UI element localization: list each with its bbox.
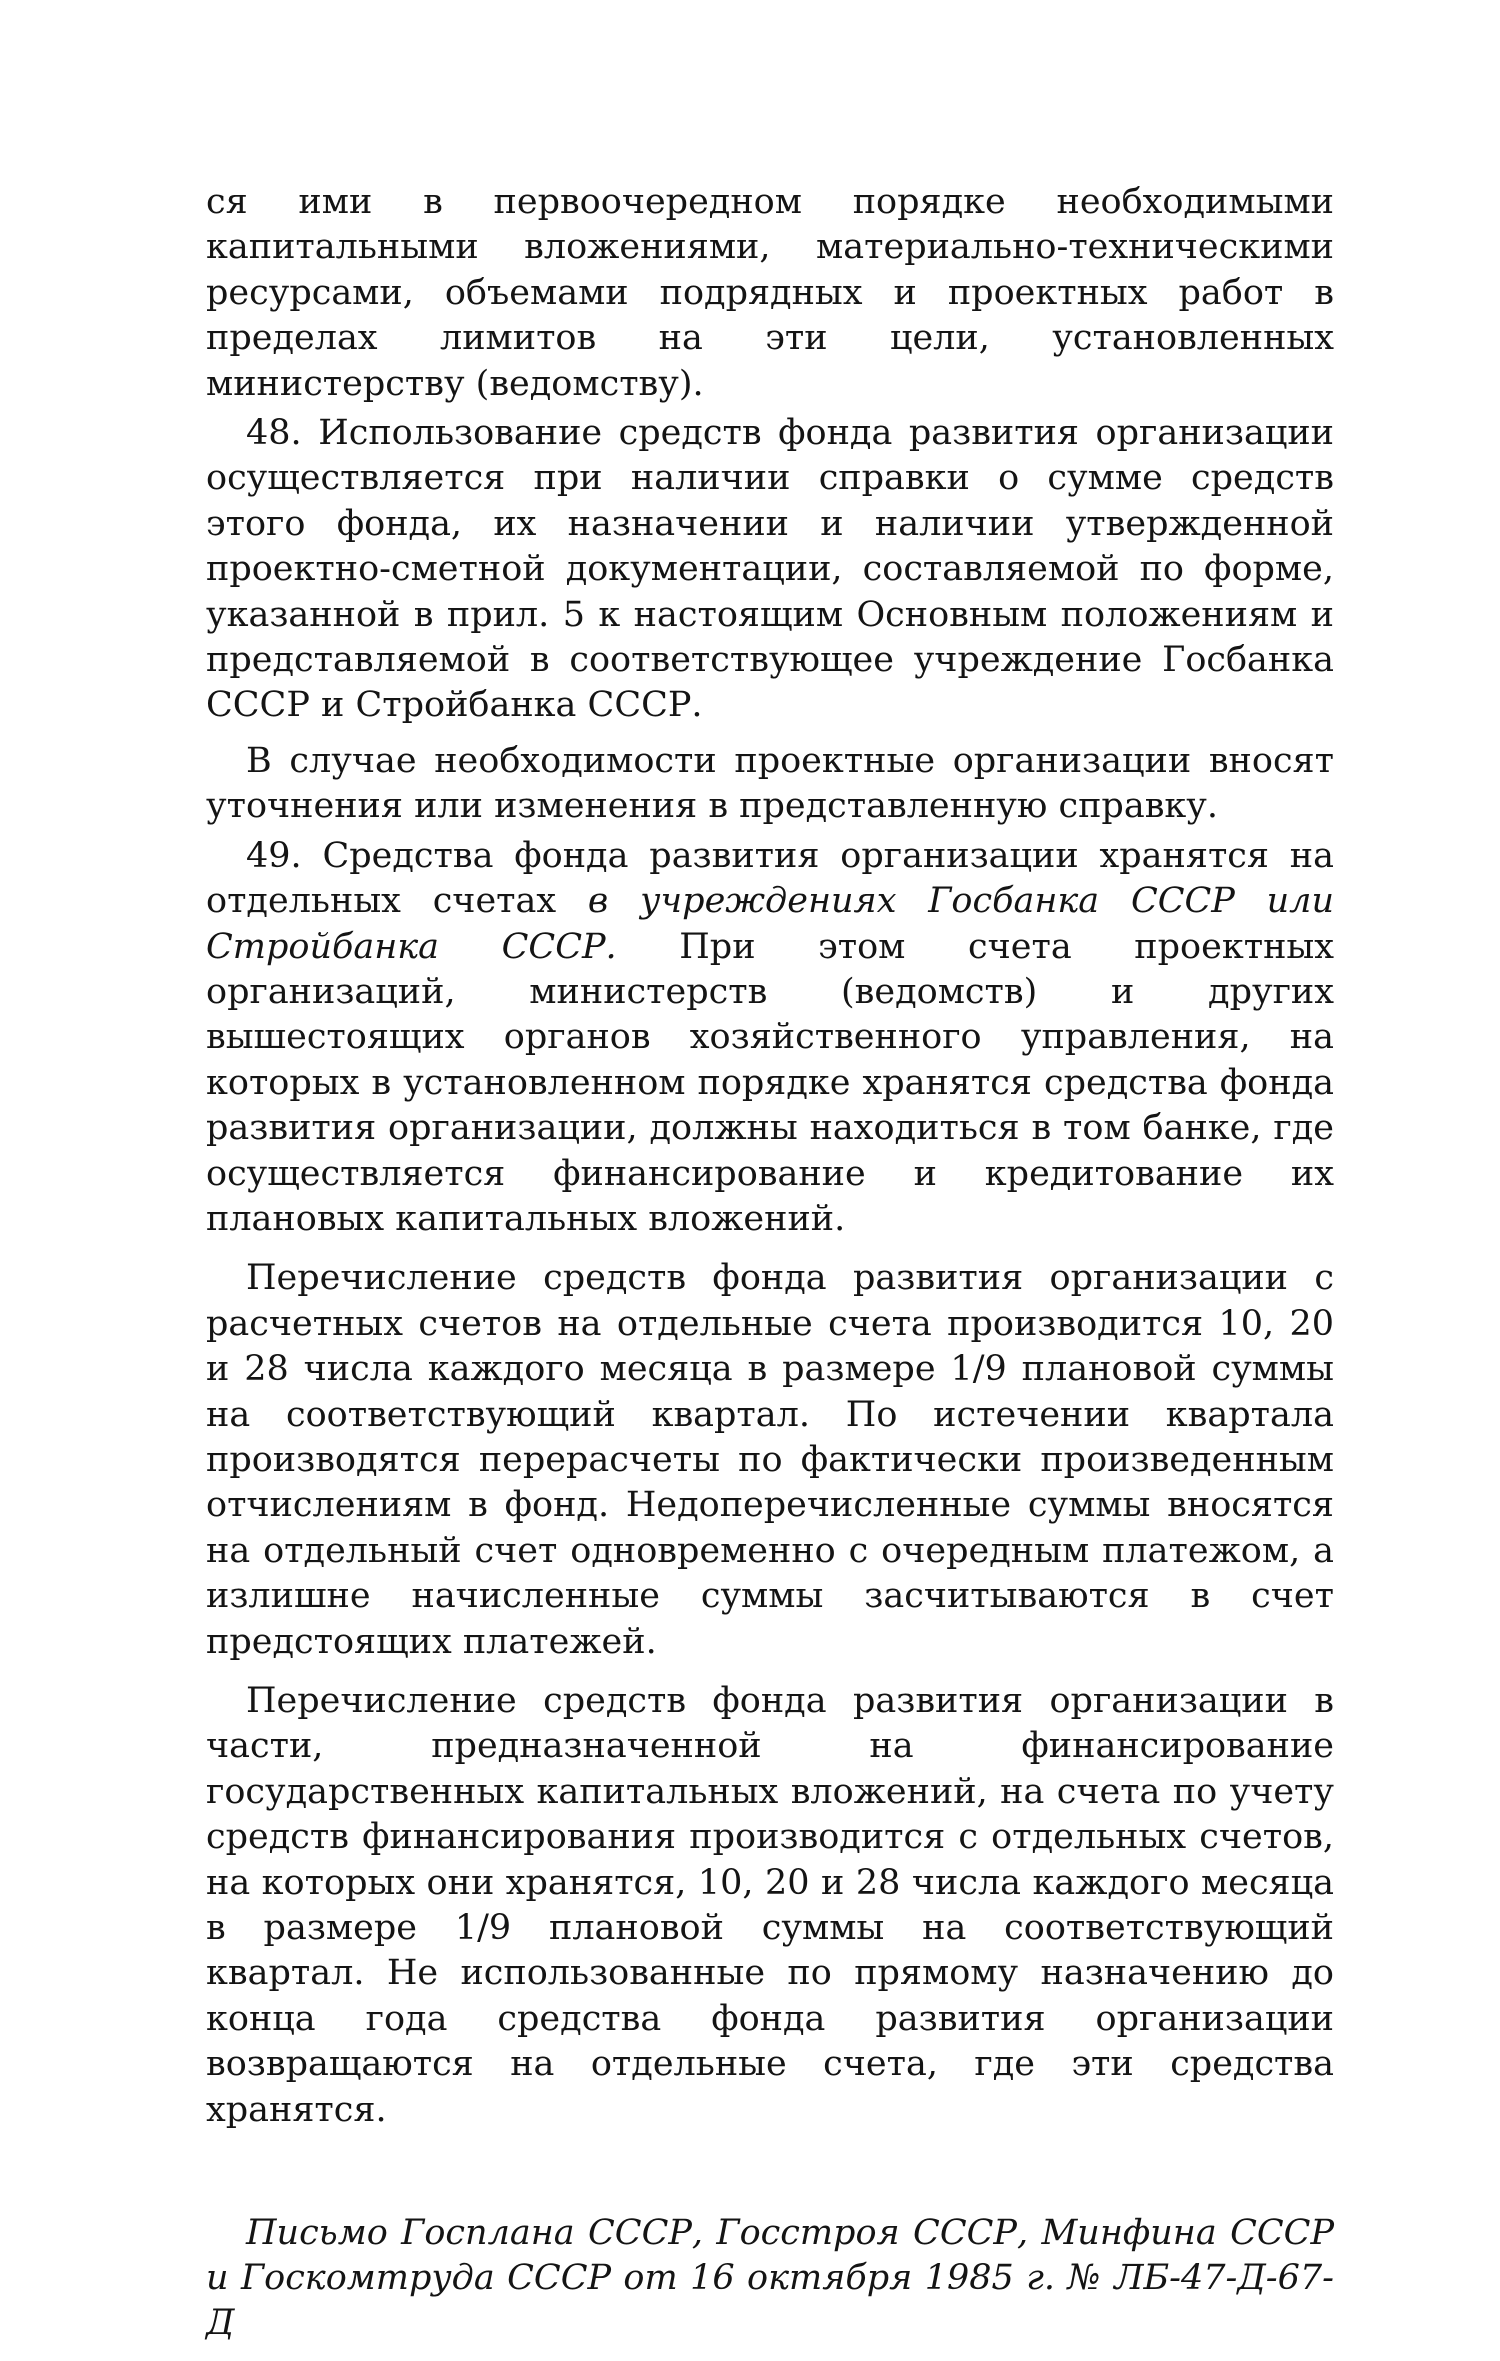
paragraph-clarifications: В случае необходимости проектные организации вносят уточнения или изменения в представленную справку.	[206, 740, 1334, 827]
document-page	[206, 180, 1334, 2346]
paragraph-continuation: ся ими в первоочередном порядке необходимыми капитальными вложениями, материально-техническими ресурсами, объемами подрядных и проектных работ в пределах лимитов на эти цели, установленных министерству (ведомству).	[206, 182, 1334, 404]
source-reference: Письмо Госплана СССР, Госстроя СССР, Минфина СССР и Госкомтруда СССР от 16 октября 1985 г. № ЛБ-47-Д-67-Д	[206, 2213, 1334, 2344]
paragraph-49-end: При этом счета проектных организаций, министерств (ведомств) и других вышестоящих органов хозяйственного управления, на которых в установленном порядке хранятся средства фонда развития организации, должны находиться в том банке, где осуществляется финансирование и кредитование их плановых капитальных вложений.	[206, 926, 1334, 1239]
paragraph-49-italic: в учреждениях Госбанка СССР или Стройбанка СССР.	[206, 881, 1334, 967]
paragraph-49-start: 49. Средства фонда развития организации хранятся на отдельных счетах	[206, 835, 1334, 922]
paragraph-transfer-accounts: Перечисление средств фонда развития организации с расчетных счетов на отдельные счета производится 10, 20 и 28 числа каждого месяца в размере 1/9 плановой суммы на соответствующий квартал. По истечении квартала производятся перерасчеты по фактически произведенным отчислениям в фонд. Недоперечисленные суммы вносятся на отдельный счет одновременно с очередным платежом, а излишне начисленные суммы засчитываются в счет предстоящих платежей.	[206, 1258, 1334, 1662]
paragraph-transfer-financing: Перечисление средств фонда развития организации в части, предназначенной на финансирование государственных капитальных вложений, на счета по учету средств финансирования производится с отдельных счетов, на которых они хранятся, 10, 20 и 28 числа каждого месяца в размере 1/9 плановой суммы на соответствующий квартал. Не использованные по прямому назначению до конца года средства фонда развития организации возвращаются на отдельные счета, где эти средства хранятся.	[206, 1681, 1334, 2130]
paragraph-49	[206, 834, 1334, 1243]
paragraph-48: 48. Использование средств фонда развития организации осуществляется при наличии справки о сумме средств этого фонда, их назначении и наличии утвержденной проектно-сметной документации, составляемой по форме, указанной в прил. 5 к настоящим Основным положениям и представляемой в соответствующее учреждение Госбанка СССР и Стройбанка СССР.	[206, 413, 1334, 726]
